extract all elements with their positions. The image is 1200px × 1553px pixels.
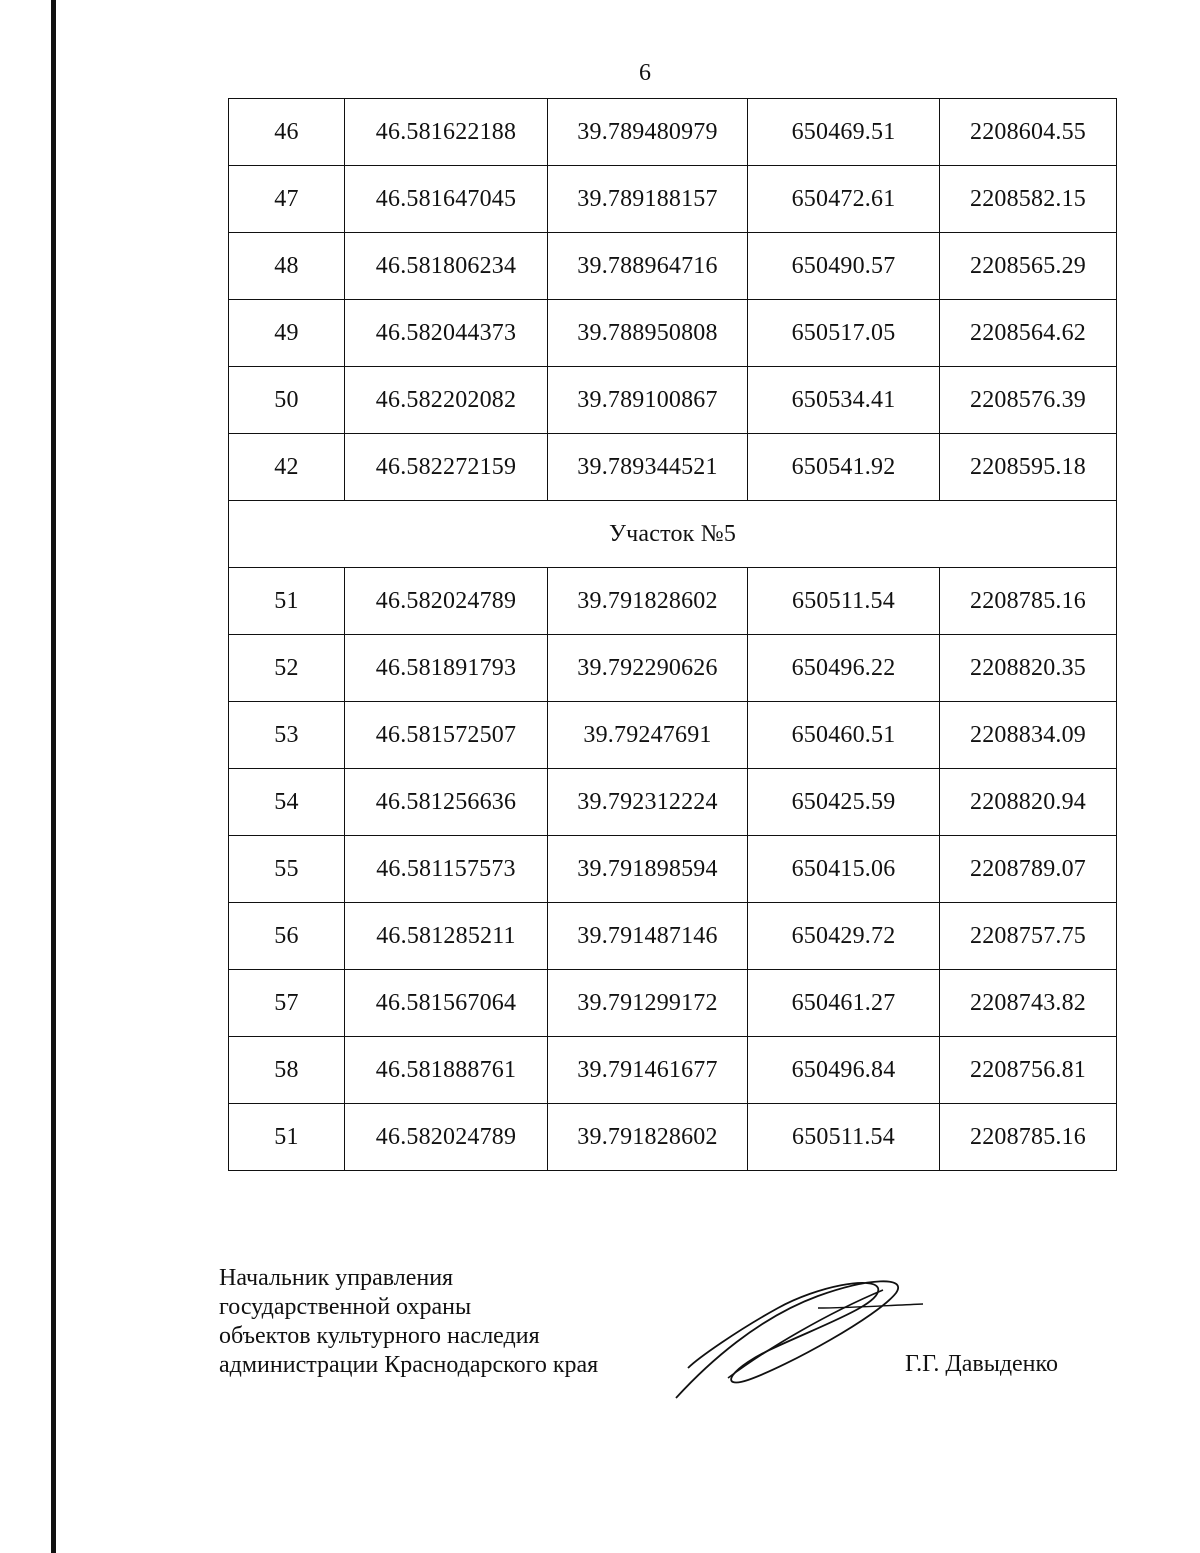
y-coordinate-cell: 2208565.29 — [940, 233, 1117, 300]
latitude-cell: 46.581891793 — [345, 635, 548, 702]
longitude-cell: 39.791299172 — [548, 970, 748, 1037]
y-coordinate-cell: 2208576.39 — [940, 367, 1117, 434]
x-coordinate-cell: 650469.51 — [748, 99, 940, 166]
latitude-cell: 46.581647045 — [345, 166, 548, 233]
longitude-cell: 39.791487146 — [548, 903, 748, 970]
x-coordinate-cell: 650429.72 — [748, 903, 940, 970]
latitude-cell: 46.581256636 — [345, 769, 548, 836]
x-coordinate-cell: 650472.61 — [748, 166, 940, 233]
x-coordinate-cell: 650415.06 — [748, 836, 940, 903]
longitude-cell: 39.791461677 — [548, 1037, 748, 1104]
point-number-cell: 47 — [229, 166, 345, 233]
longitude-cell: 39.788964716 — [548, 233, 748, 300]
longitude-cell: 39.789188157 — [548, 166, 748, 233]
point-number-cell: 56 — [229, 903, 345, 970]
latitude-cell: 46.582202082 — [345, 367, 548, 434]
section-row — [229, 501, 1117, 568]
latitude-cell: 46.582024789 — [345, 568, 548, 635]
y-coordinate-cell: 2208834.09 — [940, 702, 1117, 769]
x-coordinate-cell: 650517.05 — [748, 300, 940, 367]
y-coordinate-cell: 2208785.16 — [940, 1104, 1117, 1171]
y-coordinate-cell: 2208820.94 — [940, 769, 1117, 836]
point-number-cell: 49 — [229, 300, 345, 367]
table-row — [229, 166, 1117, 233]
coordinates-table — [228, 98, 1117, 1171]
x-coordinate-cell: 650511.54 — [748, 568, 940, 635]
y-coordinate-cell: 2208564.62 — [940, 300, 1117, 367]
longitude-cell: 39.79247691 — [548, 702, 748, 769]
x-coordinate-cell: 650460.51 — [748, 702, 940, 769]
y-coordinate-cell: 2208743.82 — [940, 970, 1117, 1037]
point-number-cell: 53 — [229, 702, 345, 769]
handwritten-signature — [668, 1268, 928, 1403]
title-line: администрации Краснодарского края — [219, 1352, 599, 1378]
title-line: объектов культурного наследия — [219, 1323, 540, 1349]
latitude-cell: 46.581567064 — [345, 970, 548, 1037]
x-coordinate-cell: 650490.57 — [748, 233, 940, 300]
point-number-cell: 54 — [229, 769, 345, 836]
section-row-group — [229, 501, 1117, 568]
signature-title-block — [219, 1264, 598, 1380]
longitude-cell: 39.792312224 — [548, 769, 748, 836]
table-row — [229, 702, 1117, 769]
latitude-cell: 46.581888761 — [345, 1037, 548, 1104]
latitude-cell: 46.582024789 — [345, 1104, 548, 1171]
x-coordinate-cell: 650534.41 — [748, 367, 940, 434]
title-line: государственной охраны — [219, 1294, 472, 1320]
longitude-cell: 39.792290626 — [548, 635, 748, 702]
x-coordinate-cell: 650425.59 — [748, 769, 940, 836]
y-coordinate-cell: 2208595.18 — [940, 434, 1117, 501]
latitude-cell: 46.581806234 — [345, 233, 548, 300]
point-number-cell: 46 — [229, 99, 345, 166]
latitude-cell: 46.582272159 — [345, 434, 548, 501]
table-row — [229, 233, 1117, 300]
longitude-cell: 39.789344521 — [548, 434, 748, 501]
longitude-cell: 39.791828602 — [548, 568, 748, 635]
table-row — [229, 769, 1117, 836]
signer-name: Г.Г. Давыденко — [905, 1351, 1058, 1377]
table-row — [229, 434, 1117, 501]
y-coordinate-cell: 2208582.15 — [940, 166, 1117, 233]
table-row — [229, 568, 1117, 635]
table-row — [229, 367, 1117, 434]
table-row — [229, 836, 1117, 903]
table-body-top — [229, 99, 1117, 501]
section-title: Участок №5 — [229, 501, 1117, 568]
point-number-cell: 42 — [229, 434, 345, 501]
left-margin-bar — [51, 0, 56, 1553]
table-body-bottom — [229, 568, 1117, 1171]
point-number-cell: 51 — [229, 1104, 345, 1171]
y-coordinate-cell: 2208789.07 — [940, 836, 1117, 903]
latitude-cell: 46.581572507 — [345, 702, 548, 769]
latitude-cell: 46.581285211 — [345, 903, 548, 970]
y-coordinate-cell: 2208756.81 — [940, 1037, 1117, 1104]
longitude-cell: 39.791828602 — [548, 1104, 748, 1171]
point-number-cell: 55 — [229, 836, 345, 903]
table-row — [229, 635, 1117, 702]
table-row — [229, 970, 1117, 1037]
longitude-cell: 39.788950808 — [548, 300, 748, 367]
title-line: Начальник управления — [219, 1265, 454, 1291]
latitude-cell: 46.581622188 — [345, 99, 548, 166]
table-row — [229, 1037, 1117, 1104]
latitude-cell: 46.581157573 — [345, 836, 548, 903]
point-number-cell: 51 — [229, 568, 345, 635]
x-coordinate-cell: 650511.54 — [748, 1104, 940, 1171]
point-number-cell: 52 — [229, 635, 345, 702]
table-row — [229, 300, 1117, 367]
table-row — [229, 1104, 1117, 1171]
point-number-cell: 58 — [229, 1037, 345, 1104]
table-row — [229, 99, 1117, 166]
latitude-cell: 46.582044373 — [345, 300, 548, 367]
x-coordinate-cell: 650496.22 — [748, 635, 940, 702]
y-coordinate-cell: 2208820.35 — [940, 635, 1117, 702]
x-coordinate-cell: 650496.84 — [748, 1037, 940, 1104]
y-coordinate-cell: 2208757.75 — [940, 903, 1117, 970]
x-coordinate-cell: 650541.92 — [748, 434, 940, 501]
longitude-cell: 39.789100867 — [548, 367, 748, 434]
x-coordinate-cell: 650461.27 — [748, 970, 940, 1037]
y-coordinate-cell: 2208785.16 — [940, 568, 1117, 635]
page-number: 6 — [639, 60, 651, 86]
point-number-cell: 57 — [229, 970, 345, 1037]
table-row — [229, 903, 1117, 970]
longitude-cell: 39.791898594 — [548, 836, 748, 903]
y-coordinate-cell: 2208604.55 — [940, 99, 1117, 166]
point-number-cell: 48 — [229, 233, 345, 300]
longitude-cell: 39.789480979 — [548, 99, 748, 166]
point-number-cell: 50 — [229, 367, 345, 434]
